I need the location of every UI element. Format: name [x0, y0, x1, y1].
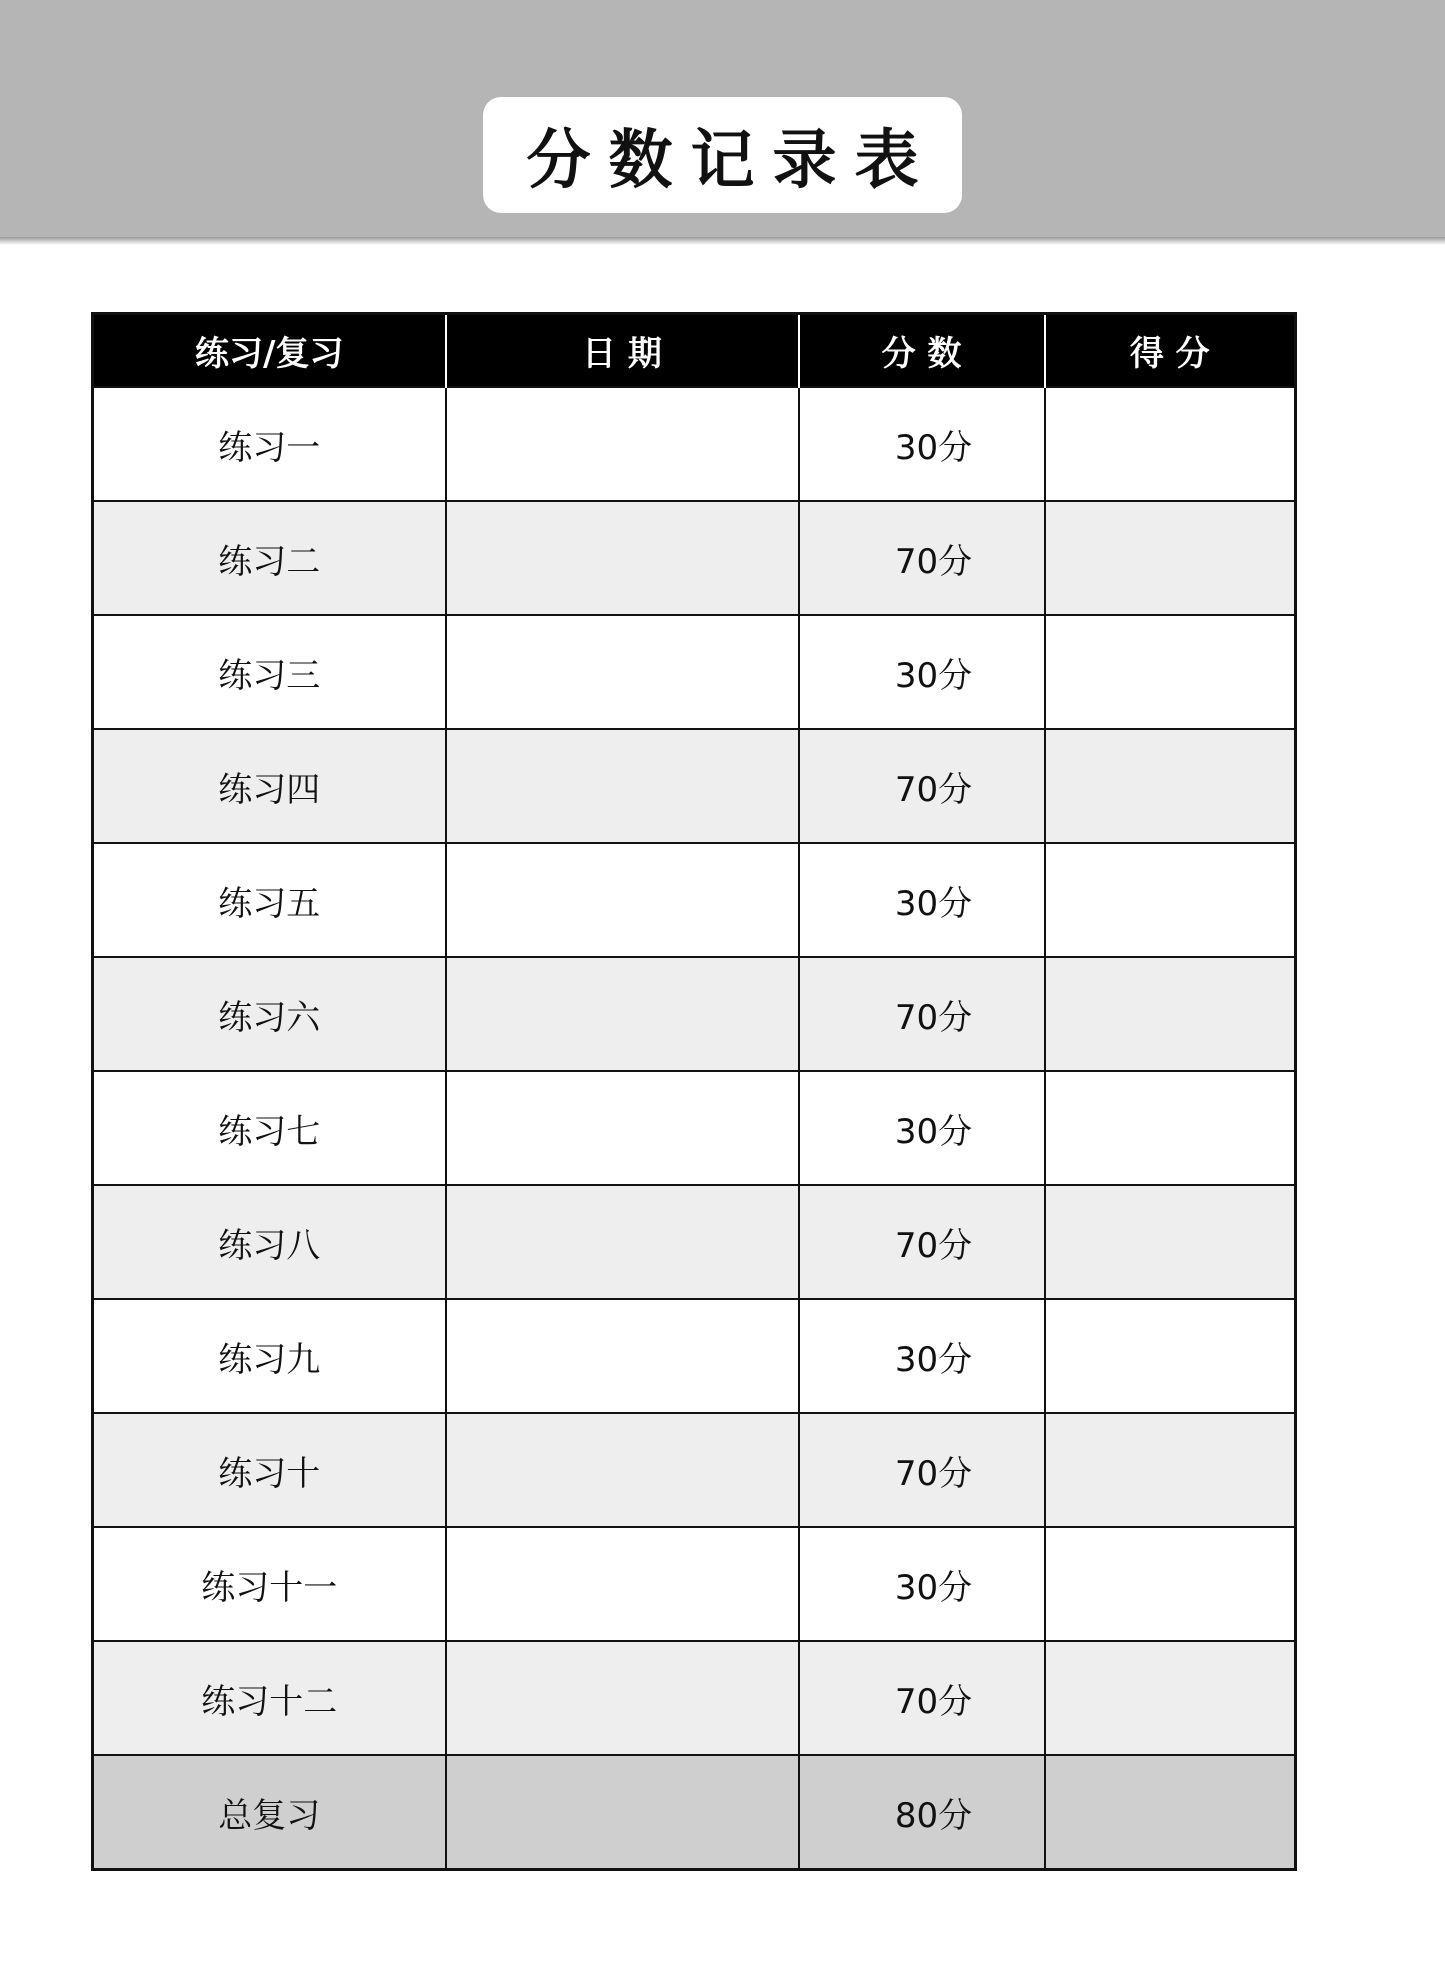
score-cell[interactable]: [1045, 957, 1296, 1071]
total-points-cell: [799, 1755, 1045, 1870]
points-value: 30分: [894, 1567, 973, 1608]
column-header-exercise: 练习/复习: [93, 314, 446, 388]
points-cell: [799, 1185, 1045, 1299]
points-cell: [799, 1071, 1045, 1185]
score-table: [91, 312, 1297, 1871]
table-row: [93, 501, 1296, 615]
points-value: 70分: [894, 769, 973, 810]
date-cell[interactable]: [446, 1641, 799, 1755]
table-row: [93, 1527, 1296, 1641]
exercise-name-cell: 练习二: [93, 501, 446, 615]
column-header-points: 分 数: [799, 314, 1045, 388]
score-cell[interactable]: [1045, 1185, 1296, 1299]
date-cell[interactable]: [446, 615, 799, 729]
score-cell[interactable]: [1045, 1527, 1296, 1641]
score-cell[interactable]: [1045, 729, 1296, 843]
date-cell[interactable]: [446, 729, 799, 843]
points-value: 30分: [894, 1339, 973, 1380]
points-cell: [799, 1413, 1045, 1527]
points-value: 30分: [894, 1111, 973, 1152]
exercise-name-cell: 练习三: [93, 615, 446, 729]
table-row: [93, 615, 1296, 729]
date-cell[interactable]: [446, 1413, 799, 1527]
score-cell[interactable]: [1045, 1071, 1296, 1185]
points-cell: [799, 387, 1045, 501]
table-row: [93, 1185, 1296, 1299]
date-cell[interactable]: [446, 843, 799, 957]
points-value: 70分: [894, 1225, 973, 1266]
points-value: 70分: [894, 1453, 973, 1494]
exercise-name-cell: 练习九: [93, 1299, 446, 1413]
points-cell: [799, 501, 1045, 615]
score-cell[interactable]: [1045, 501, 1296, 615]
points-cell: [799, 615, 1045, 729]
points-value: 30分: [894, 427, 973, 468]
exercise-name-cell: 练习四: [93, 729, 446, 843]
points-cell: [799, 843, 1045, 957]
score-cell[interactable]: [1045, 1641, 1296, 1755]
table-row: [93, 1299, 1296, 1413]
title-box: [483, 97, 962, 213]
exercise-name-cell: 练习八: [93, 1185, 446, 1299]
date-cell[interactable]: [446, 387, 799, 501]
header-shadow: [0, 237, 1445, 245]
date-cell[interactable]: [446, 1185, 799, 1299]
date-cell[interactable]: [446, 957, 799, 1071]
total-name-cell: 总复习: [93, 1755, 446, 1870]
date-cell[interactable]: [446, 501, 799, 615]
total-points-value: 80分: [894, 1795, 973, 1836]
table-row: [93, 387, 1296, 501]
points-value: 70分: [894, 541, 973, 582]
column-header-date: 日 期: [446, 314, 799, 388]
score-cell[interactable]: [1045, 843, 1296, 957]
table-row: [93, 1641, 1296, 1755]
points-cell: [799, 729, 1045, 843]
exercise-name-cell: 练习七: [93, 1071, 446, 1185]
exercise-name-cell: 练习十: [93, 1413, 446, 1527]
date-cell[interactable]: [446, 1299, 799, 1413]
points-cell: [799, 1527, 1045, 1641]
total-row: [93, 1755, 1296, 1870]
points-value: 70分: [894, 997, 973, 1038]
score-cell[interactable]: [1045, 1413, 1296, 1527]
exercise-name-cell: 练习一: [93, 387, 446, 501]
score-cell[interactable]: [1045, 387, 1296, 501]
table-row: [93, 1071, 1296, 1185]
date-cell[interactable]: [446, 1071, 799, 1185]
points-cell: [799, 957, 1045, 1071]
points-value: 30分: [894, 655, 973, 696]
table-header-row: [93, 314, 1296, 388]
score-cell[interactable]: [1045, 615, 1296, 729]
points-cell: [799, 1641, 1045, 1755]
exercise-name-cell: 练习十二: [93, 1641, 446, 1755]
column-header-score: 得 分: [1045, 314, 1296, 388]
total-date-cell[interactable]: [446, 1755, 799, 1870]
total-score-cell[interactable]: [1045, 1755, 1296, 1870]
exercise-name-cell: 练习十一: [93, 1527, 446, 1641]
points-value: 30分: [894, 883, 973, 924]
exercise-name-cell: 练习六: [93, 957, 446, 1071]
page-title: 分数记录表: [526, 124, 937, 198]
points-value: 70分: [894, 1681, 973, 1722]
table-row: [93, 843, 1296, 957]
score-cell[interactable]: [1045, 1299, 1296, 1413]
table-row: [93, 957, 1296, 1071]
points-cell: [799, 1299, 1045, 1413]
table-row: [93, 729, 1296, 843]
table-row: [93, 1413, 1296, 1527]
date-cell[interactable]: [446, 1527, 799, 1641]
exercise-name-cell: 练习五: [93, 843, 446, 957]
